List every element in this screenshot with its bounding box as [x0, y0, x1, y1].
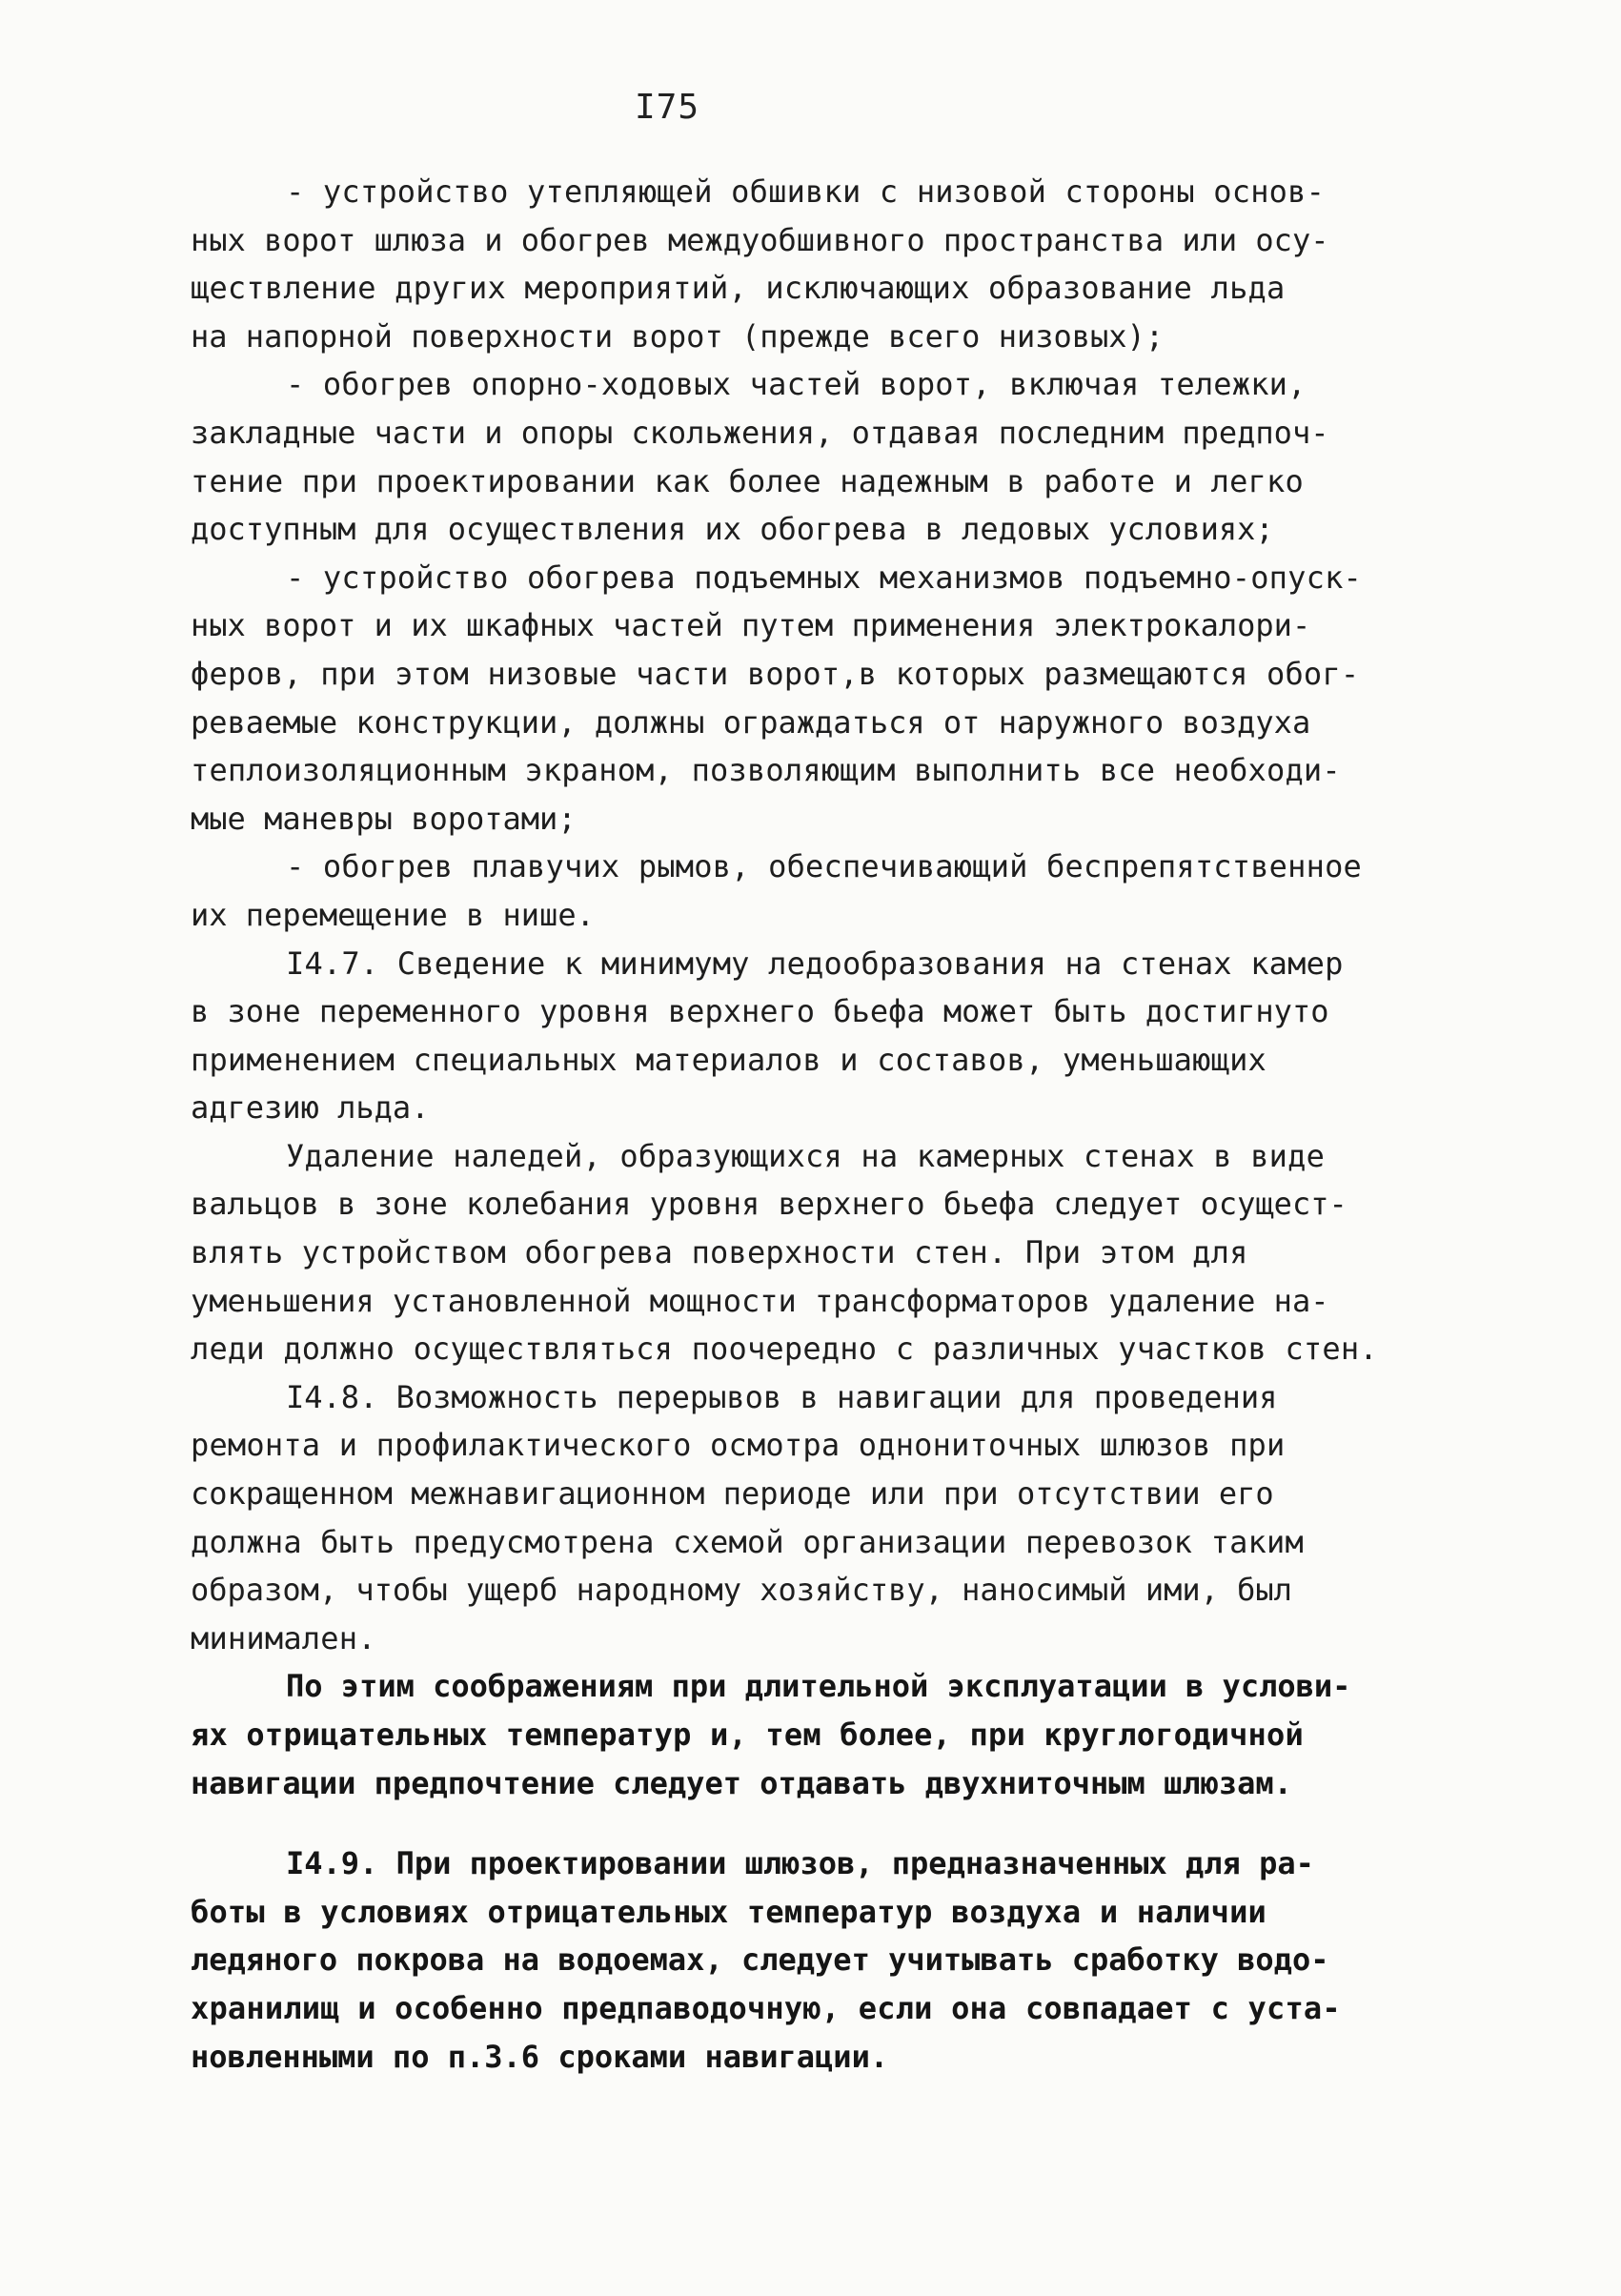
paragraph-line: на напорной поверхности ворот (прежде всего низовых);	[191, 317, 1165, 355]
paragraph-line: леди должно осуществляться поочередно с различных участков стен.	[191, 1331, 1378, 1368]
paragraph-line: По этим соображениям при длительной эксплуатации в услови-	[286, 1668, 1351, 1705]
paragraph-line: образом, чтобы ущерб народному хозяйству, наносимый ими, был	[191, 1572, 1292, 1609]
paragraph-line: новленными по п.3.6 сроками навигации.	[191, 2038, 889, 2075]
paragraph-line: сокращенном межнавигационном периоде или при отсутствии его	[191, 1475, 1274, 1513]
paragraph-line: ях отрицательных температур и, тем более, при круглогодичной	[191, 1717, 1304, 1753]
paragraph-line: адгезию льда.	[191, 1089, 430, 1127]
paragraph-line: доступным для осуществления их обогрева в ледовых условиях;	[191, 511, 1274, 548]
paragraph-line: в зоне переменного уровня верхнего бьефа может быть достигнуто	[191, 993, 1329, 1030]
paragraph-line: мые маневры воротами;	[191, 800, 577, 837]
paragraph-line: - обогрев опорно-ходовых частей ворот, включая тележки,	[286, 366, 1307, 403]
paragraph-line: боты в условиях отрицательных температур воздуха и наличии	[191, 1893, 1267, 1930]
section-14-7-line: I4.7. Сведение к минимуму ледообразования на стенах камер	[286, 945, 1344, 982]
paragraph-line: ремонта и профилактического осмотра однониточных шлюзов при	[191, 1427, 1286, 1464]
paragraph-line: теплоизоляционным экраном, позволяющим выполнить все необходи-	[191, 752, 1341, 789]
paragraph-line: - устройство обогрева подъемных механизмов подъемно-опуск-	[286, 559, 1363, 596]
paragraph-line: феров, при этом низовые части ворот,в которых размещаются обог-	[191, 655, 1360, 692]
paragraph-line: ных ворот и их шкафных частей путем применения электрокалори-	[191, 607, 1311, 644]
body-text	[191, 168, 1439, 2081]
paragraph-line: тение при проектировании как более надежным в работе и легко	[191, 462, 1304, 499]
paragraph-line: реваемые конструкции, должны ограждаться от наружного воздуха	[191, 703, 1311, 741]
paragraph-line: влять устройством обогрева поверхности стен. При этом для	[191, 1234, 1248, 1271]
paragraph-line: хранилищ и особенно предпаводочную, если она совпадает с уста-	[191, 1989, 1341, 2026]
paragraph-line: минимален.	[191, 1619, 376, 1656]
paragraph-line: ледяного покрова на водоемах, следует учитывать сработку водо-	[191, 1941, 1329, 1979]
section-14-9-line: I4.9. При проектировании шлюзов, предназначенных для ра-	[286, 1845, 1314, 1882]
paragraph-line: уменьшения установленной мощности трансформаторов удаление на-	[191, 1282, 1329, 1319]
paragraph-line: ных ворот шлюза и обогрев междуобшивного пространства или осу-	[191, 221, 1329, 258]
paragraph-line: вальцов в зоне колебания уровня верхнего бьефа следует осущест-	[191, 1186, 1347, 1223]
paragraph-line: ществление других мероприятий, исключающих образование льда	[191, 270, 1286, 307]
paragraph-line: навигации предпочтение следует отдавать двухниточным шлюзам.	[191, 1764, 1292, 1801]
paragraph-gap	[191, 1807, 1439, 1839]
paragraph-line: - устройство утепляющей обшивки с низовой стороны основ-	[286, 173, 1326, 210]
paragraph-line: закладные части и опоры скольжения, отдавая последним предпоч-	[191, 414, 1329, 451]
paragraph-line: Удаление наледей, образующихся на камерных стенах в виде	[286, 1137, 1326, 1174]
paragraph-line: их перемещение в нише.	[191, 896, 595, 933]
paragraph-line: должна быть предусмотрена схемой организации перевозок таким	[191, 1523, 1304, 1560]
page-number: I75	[634, 88, 700, 127]
paragraph-line: применением специальных материалов и составов, уменьшающих	[191, 1041, 1267, 1078]
paragraph-line: - обогрев плавучих рымов, обеспечивающий беспрепятственное	[286, 848, 1363, 885]
section-14-8-line: I4.8. Возможность перерывов в навигации для проведения	[286, 1378, 1278, 1415]
